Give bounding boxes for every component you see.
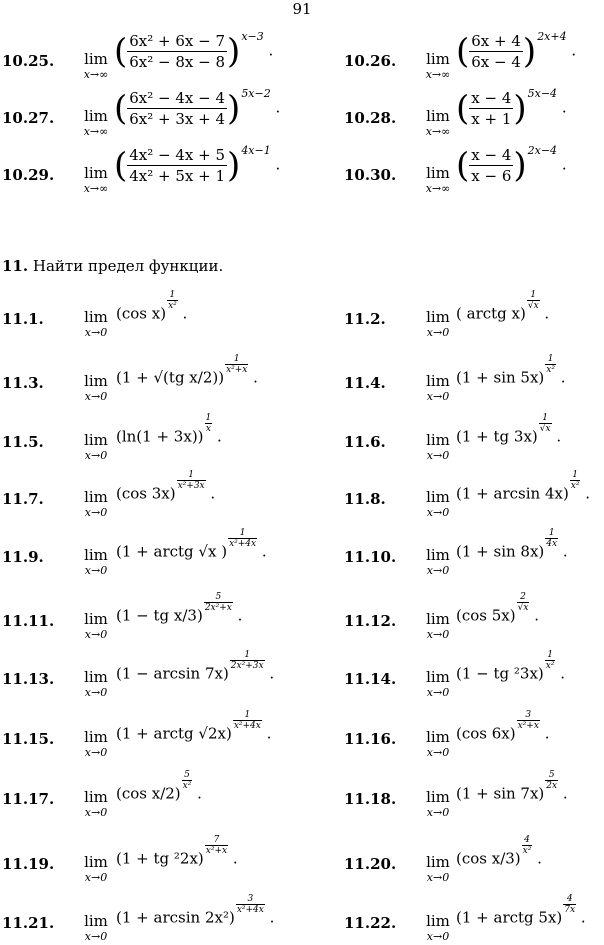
limit-expression xyxy=(456,290,550,325)
lim-subscript: x→∞ xyxy=(83,68,109,81)
lim-word: lim xyxy=(426,546,450,564)
limit-expression xyxy=(116,894,275,929)
lim-subscript: x→0 xyxy=(426,686,450,699)
lim-word: lim xyxy=(84,488,108,506)
problem-number: 11.10. xyxy=(344,548,397,566)
exponent-numerator: 1 xyxy=(539,413,552,424)
exponent-denominator: x²+4x xyxy=(229,539,257,549)
limit-expression xyxy=(456,29,577,72)
fraction xyxy=(469,32,523,71)
exponent-numerator: 1 xyxy=(527,290,540,301)
exponent-numerator: 5 xyxy=(545,770,558,781)
exponent-numerator: 1 xyxy=(225,354,248,365)
exponent: x−3 xyxy=(241,29,264,43)
exponent-fraction xyxy=(228,528,257,549)
right-paren: ) xyxy=(227,88,241,129)
lim-subscript: x→0 xyxy=(84,628,108,641)
lim-word: lim xyxy=(426,107,450,125)
base: (1 + tg ²2x) xyxy=(116,849,204,868)
right-paren: ) xyxy=(227,145,241,186)
limit-expression xyxy=(116,650,275,685)
lim-operator xyxy=(418,914,458,942)
problem-number: 11.4. xyxy=(344,374,386,392)
exponent-denominator: 2x xyxy=(546,781,558,791)
limit-expression xyxy=(116,290,188,325)
exponent-denominator: x²+4x xyxy=(236,905,264,915)
limit-expression xyxy=(116,470,216,505)
problem-number: 10.27. xyxy=(2,109,55,127)
limit-expression xyxy=(456,143,567,186)
period: . xyxy=(558,784,568,803)
exponent-fraction xyxy=(225,354,248,375)
exponent-denominator: 4x xyxy=(546,539,558,549)
lim-word: lim xyxy=(426,728,450,746)
exponent-fraction xyxy=(527,290,540,311)
period: . xyxy=(270,98,281,117)
problem-number: 11.3. xyxy=(2,374,44,392)
denominator: x − 6 xyxy=(471,167,512,185)
lim-operator xyxy=(76,914,116,942)
base: (cos 3x) xyxy=(116,484,176,503)
exponent-denominator: 7x xyxy=(564,905,576,915)
numerator: x − 4 xyxy=(471,146,512,164)
numerator: x − 4 xyxy=(471,89,512,107)
base: (cos x/2) xyxy=(116,784,181,803)
exponent-denominator: x² xyxy=(545,661,555,671)
exponent-fraction xyxy=(517,710,540,731)
lim-word: lim xyxy=(84,546,108,564)
limit-expression xyxy=(456,592,539,627)
problem-number: 10.28. xyxy=(344,109,397,127)
problem-number: 11.21. xyxy=(2,914,55,932)
lim-word: lim xyxy=(426,912,450,930)
lim-subscript: x→0 xyxy=(426,326,450,339)
exponent-numerator: 4 xyxy=(563,894,576,905)
lim-operator xyxy=(418,374,458,402)
exponent-numerator: 3 xyxy=(236,894,265,905)
lim-operator xyxy=(76,730,116,758)
numerator: 6x² − 4x − 4 xyxy=(129,89,226,107)
problem-number: 11.5. xyxy=(2,433,44,451)
problem-number: 11.8. xyxy=(344,490,386,508)
right-paren: ) xyxy=(513,88,527,129)
exponent-fraction xyxy=(545,650,556,671)
problem-number: 11.15. xyxy=(2,730,55,748)
lim-subscript: x→∞ xyxy=(425,68,451,81)
section-title: Найти предел функции. xyxy=(32,257,224,275)
exponent-denominator: 2x²+3x xyxy=(230,661,264,671)
base: (1 + sin 8x) xyxy=(456,542,545,561)
numerator: 6x² + 6x − 7 xyxy=(129,32,226,50)
period: . xyxy=(270,155,281,174)
period: . xyxy=(257,542,267,561)
lim-operator xyxy=(418,166,458,194)
exponent: 5x−4 xyxy=(527,86,558,100)
lim-subscript: x→∞ xyxy=(83,182,109,195)
lim-subscript: x→0 xyxy=(84,326,108,339)
period: . xyxy=(232,606,243,625)
problem-number: 11.14. xyxy=(344,670,397,688)
period: . xyxy=(557,98,567,117)
period: . xyxy=(558,542,568,561)
limit-expression xyxy=(456,354,566,389)
exponent: 5x−2 xyxy=(241,86,271,100)
lim-word: lim xyxy=(84,50,108,68)
period: . xyxy=(555,368,566,387)
lim-subscript: x→0 xyxy=(426,746,450,759)
fraction xyxy=(127,32,227,71)
exponent: 2x−4 xyxy=(527,143,558,157)
period: . xyxy=(261,724,272,743)
lim-word: lim xyxy=(426,431,450,449)
exponent-fraction xyxy=(545,528,558,549)
base: (1 + arctg √x ) xyxy=(116,542,228,561)
problem-number: 11.18. xyxy=(344,790,397,808)
exponent: 2x+4 xyxy=(537,29,567,43)
limit-expression xyxy=(116,413,222,448)
limit-expression xyxy=(456,86,567,129)
exponent-numerator: 1 xyxy=(545,650,556,661)
lim-operator xyxy=(418,109,458,137)
exponent: 4x−1 xyxy=(241,143,271,157)
denominator: x + 1 xyxy=(471,110,512,128)
lim-word: lim xyxy=(426,50,450,68)
limit-expression xyxy=(456,650,566,685)
section-number: 11. xyxy=(2,257,29,275)
lim-word: lim xyxy=(84,728,108,746)
lim-word: lim xyxy=(84,668,108,686)
limit-expression xyxy=(116,835,238,870)
exponent-fraction xyxy=(563,894,576,915)
limit-expression xyxy=(456,770,568,805)
limit-expression xyxy=(114,86,281,129)
limit-expression xyxy=(456,528,568,563)
limit-expression xyxy=(456,470,591,505)
fraction xyxy=(469,146,513,185)
denominator: 6x² − 8x − 8 xyxy=(129,53,226,71)
exponent-denominator: x² xyxy=(182,781,192,791)
lim-subscript: x→0 xyxy=(84,746,108,759)
exponent-fraction xyxy=(204,592,233,613)
period: . xyxy=(264,908,275,927)
lim-operator xyxy=(418,433,458,461)
left-paren: ( xyxy=(114,88,128,129)
period: . xyxy=(539,724,550,743)
base: (1 + tg 3x) xyxy=(456,427,538,446)
lim-operator xyxy=(76,670,116,698)
problem-number: 11.9. xyxy=(2,548,44,566)
problem-number: 11.2. xyxy=(344,310,386,328)
lim-operator xyxy=(76,490,116,518)
lim-word: lim xyxy=(84,610,108,628)
lim-operator xyxy=(76,612,116,640)
problem-number: 11.11. xyxy=(2,612,55,630)
lim-subscript: x→0 xyxy=(426,506,450,519)
base: (1 + sin 7x) xyxy=(456,784,545,803)
lim-word: lim xyxy=(426,788,450,806)
exponent-fraction xyxy=(539,413,552,434)
exponent-numerator: 1 xyxy=(205,413,212,423)
lim-subscript: x→0 xyxy=(84,930,108,943)
numerator: 6x + 4 xyxy=(471,32,521,50)
lim-word: lim xyxy=(84,912,108,930)
lim-subscript: x→0 xyxy=(84,506,108,519)
denominator: 6x² + 3x + 4 xyxy=(129,110,226,128)
lim-subscript: x→∞ xyxy=(425,125,451,138)
period: . xyxy=(264,664,275,683)
exponent-denominator: x²+x xyxy=(517,721,539,731)
base: (1 + √(tg x/2)) xyxy=(116,368,225,387)
exponent-fraction xyxy=(545,770,558,791)
exponent-fraction xyxy=(545,354,556,375)
limit-expression xyxy=(456,894,586,929)
problem-number: 11.12. xyxy=(344,612,397,630)
problem-number: 10.30. xyxy=(344,166,397,184)
exponent-numerator: 7 xyxy=(205,835,228,846)
exponent-fraction xyxy=(167,290,178,311)
exponent-denominator: √x xyxy=(527,301,539,311)
limit-expression xyxy=(116,354,258,389)
lim-subscript: x→0 xyxy=(426,390,450,403)
lim-operator xyxy=(76,855,116,883)
lim-subscript: x→0 xyxy=(84,686,108,699)
problem-number: 11.19. xyxy=(2,855,55,873)
exponent-fraction xyxy=(522,835,533,856)
lim-subscript: x→0 xyxy=(84,564,108,577)
right-paren: ) xyxy=(227,31,241,72)
exponent-denominator: x²+4x xyxy=(233,721,261,731)
problem-number: 11.20. xyxy=(344,855,397,873)
lim-operator xyxy=(418,612,458,640)
fraction xyxy=(127,146,227,185)
period: . xyxy=(263,41,274,60)
period: . xyxy=(580,484,591,503)
period: . xyxy=(551,427,562,446)
exponent-numerator: 3 xyxy=(517,710,540,721)
limit-expression xyxy=(116,592,243,627)
period: . xyxy=(205,484,216,503)
lim-word: lim xyxy=(426,488,450,506)
lim-subscript: x→0 xyxy=(426,871,450,884)
period: . xyxy=(192,784,202,803)
denominator: 6x − 4 xyxy=(471,53,521,71)
problem-number: 10.25. xyxy=(2,52,55,70)
exponent-denominator: x²+3x xyxy=(177,481,205,491)
exponent-denominator: x² xyxy=(570,481,580,491)
problem-number: 10.26. xyxy=(344,52,397,70)
exponent-denominator: x² xyxy=(522,846,532,856)
left-paren: ( xyxy=(114,31,128,72)
lim-word: lim xyxy=(84,372,108,390)
lim-operator xyxy=(76,548,116,576)
exponent-numerator: 1 xyxy=(230,650,265,661)
exponent-fraction xyxy=(233,710,262,731)
exponent-denominator: 2x²+x xyxy=(204,603,232,613)
left-paren: ( xyxy=(456,145,470,186)
problem-number: 11.22. xyxy=(344,914,397,932)
lim-subscript: x→0 xyxy=(84,449,108,462)
problem-number: 11.7. xyxy=(2,490,44,508)
page-number: 91 xyxy=(292,0,312,18)
lim-word: lim xyxy=(426,164,450,182)
lim-operator xyxy=(418,490,458,518)
exponent-numerator: 1 xyxy=(167,290,178,301)
exponent-numerator: 2 xyxy=(517,592,530,603)
period: . xyxy=(555,664,566,683)
fraction xyxy=(127,89,227,128)
problem-number: 11.16. xyxy=(344,730,397,748)
limit-expression xyxy=(456,413,562,448)
problem-number: 11.6. xyxy=(344,433,386,451)
base: (1 + arctg √2x) xyxy=(116,724,232,743)
base: (1 + arctg 5x) xyxy=(456,908,563,927)
limit-expression xyxy=(456,835,542,870)
exponent-fraction xyxy=(205,413,213,434)
lim-word: lim xyxy=(426,853,450,871)
limit-expression xyxy=(114,29,274,72)
lim-word: lim xyxy=(84,308,108,326)
limit-expression xyxy=(116,770,202,805)
lim-word: lim xyxy=(84,788,108,806)
lim-subscript: x→∞ xyxy=(83,125,109,138)
lim-operator xyxy=(76,109,116,137)
period: . xyxy=(248,368,258,387)
exponent-fraction xyxy=(236,894,265,915)
exponent-numerator: 1 xyxy=(570,470,581,481)
exponent-numerator: 4 xyxy=(522,835,533,846)
right-paren: ) xyxy=(522,31,537,72)
lim-subscript: x→0 xyxy=(84,390,108,403)
exponent-numerator: 1 xyxy=(177,470,206,481)
limit-expression xyxy=(116,710,272,745)
base: (cos x) xyxy=(116,304,167,323)
lim-operator xyxy=(76,310,116,338)
exponent-numerator: 1 xyxy=(545,354,556,365)
period: . xyxy=(566,41,577,60)
problem-number: 11.1. xyxy=(2,310,44,328)
lim-word: lim xyxy=(426,610,450,628)
lim-operator xyxy=(418,790,458,818)
exponent-numerator: 5 xyxy=(182,770,193,781)
right-paren: ) xyxy=(513,145,527,186)
lim-operator xyxy=(418,310,458,338)
lim-subscript: x→0 xyxy=(426,564,450,577)
lim-subscript: x→0 xyxy=(426,930,450,943)
period: . xyxy=(576,908,586,927)
lim-operator xyxy=(418,52,458,80)
base: (1 + sin 5x) xyxy=(456,368,545,387)
lim-operator xyxy=(76,52,116,80)
exponent-denominator: √x xyxy=(517,603,529,613)
base: (1 + arcsin 4x) xyxy=(456,484,569,503)
lim-subscript: x→0 xyxy=(84,806,108,819)
base: (1 + arcsin 2x²) xyxy=(116,908,235,927)
limit-expression xyxy=(456,710,550,745)
exponent-fraction xyxy=(230,650,265,671)
problem-number: 11.17. xyxy=(2,790,55,808)
lim-operator xyxy=(76,790,116,818)
left-paren: ( xyxy=(456,31,470,72)
lim-word: lim xyxy=(426,372,450,390)
lim-subscript: x→∞ xyxy=(425,182,451,195)
problem-number: 10.29. xyxy=(2,166,55,184)
exponent-numerator: 1 xyxy=(233,710,262,721)
problem-number: 11.13. xyxy=(2,670,55,688)
limit-expression xyxy=(114,143,281,186)
base: (cos x/3) xyxy=(456,849,521,868)
limit-expression xyxy=(116,528,267,563)
left-paren: ( xyxy=(456,88,470,129)
exponent-denominator: x xyxy=(205,424,211,434)
lim-operator xyxy=(76,433,116,461)
base: (cos 5x) xyxy=(456,606,516,625)
base: (1 − tg x/3) xyxy=(116,606,203,625)
exponent-fraction xyxy=(205,835,228,856)
lim-operator xyxy=(76,374,116,402)
period: . xyxy=(177,304,188,323)
lim-operator xyxy=(418,855,458,883)
lim-word: lim xyxy=(426,668,450,686)
lim-word: lim xyxy=(84,164,108,182)
base: (ln(1 + 3x)) xyxy=(116,427,204,446)
lim-word: lim xyxy=(84,853,108,871)
period: . xyxy=(228,849,238,868)
exponent-numerator: 1 xyxy=(228,528,257,539)
lim-subscript: x→0 xyxy=(84,871,108,884)
base: (1 − tg ²3x) xyxy=(456,664,544,683)
exponent-denominator: √x xyxy=(539,424,551,434)
exponent-fraction xyxy=(570,470,581,491)
period: . xyxy=(529,606,539,625)
lim-subscript: x→0 xyxy=(426,449,450,462)
base: (cos 6x) xyxy=(456,724,516,743)
lim-word: lim xyxy=(84,107,108,125)
lim-operator xyxy=(76,166,116,194)
lim-operator xyxy=(418,730,458,758)
period: . xyxy=(539,304,550,323)
exponent-denominator: x² xyxy=(168,301,177,311)
exponent-fraction xyxy=(182,770,193,791)
period: . xyxy=(532,849,542,868)
lim-word: lim xyxy=(84,431,108,449)
lim-word: lim xyxy=(426,308,450,326)
lim-subscript: x→0 xyxy=(426,628,450,641)
fraction xyxy=(469,89,513,128)
denominator: 4x² + 5x + 1 xyxy=(129,167,226,185)
exponent-numerator: 5 xyxy=(204,592,233,603)
exponent-denominator: x²+x xyxy=(205,846,228,856)
period: . xyxy=(557,155,567,174)
exponent-denominator: x² xyxy=(546,365,555,375)
exponent-denominator: x²+x xyxy=(226,365,248,375)
left-paren: ( xyxy=(114,145,128,186)
lim-subscript: x→0 xyxy=(426,806,450,819)
base: (1 − arcsin 7x) xyxy=(116,664,229,683)
lim-operator xyxy=(418,670,458,698)
base: ( arctg x) xyxy=(456,304,526,323)
exponent-fraction xyxy=(517,592,530,613)
period: . xyxy=(212,427,222,446)
exponent-numerator: 1 xyxy=(545,528,558,539)
lim-operator xyxy=(418,548,458,576)
section-heading xyxy=(2,257,223,275)
numerator: 4x² − 4x + 5 xyxy=(129,146,226,164)
exponent-fraction xyxy=(177,470,206,491)
